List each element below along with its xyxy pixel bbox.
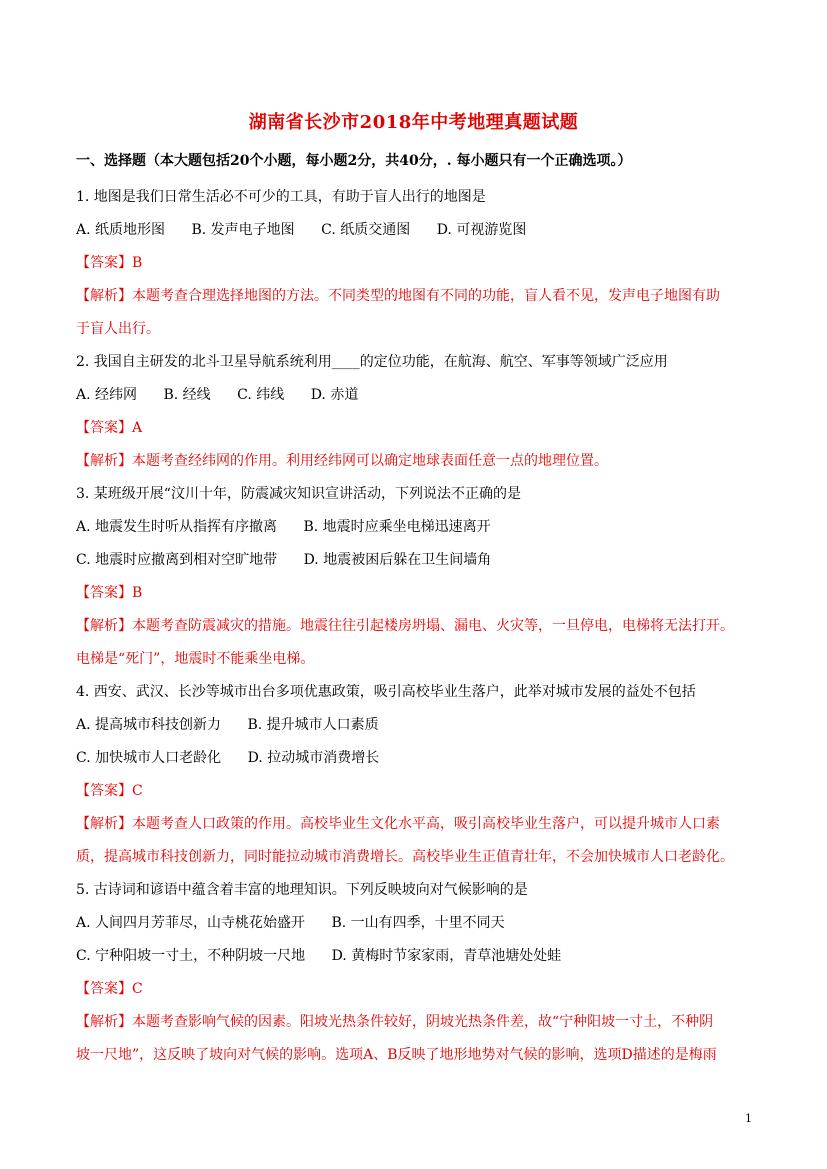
option-a: A. 纸质地形图 xyxy=(76,222,166,238)
question-3-options-row-2 xyxy=(76,549,513,569)
option-c: C. 纸质交通图 xyxy=(321,222,411,238)
question-2-options xyxy=(76,384,380,404)
option-a: A. 地震发生时听从指挥有序撤离 xyxy=(76,519,278,535)
option-b: B. 一山有四季，十里不同天 xyxy=(331,915,505,931)
question-4-analysis-line-2: 质，提高城市科技创新力，同时能拉动城市消费增长。高校毕业生正值青壮年，不会加快城市人口老龄化。 xyxy=(76,849,734,865)
question-4-analysis-line-1: 【解析】本题考查人口政策的作用。高校毕业生文化水平高，吸引高校毕业生落户，可以提升城市人口素 xyxy=(76,816,720,832)
question-3-answer: 【答案】B xyxy=(76,585,143,601)
section-heading: 一、选择题（本大题包括20个小题，每小题2分，共40分，. 每小题只有一个正确选项。） xyxy=(76,153,632,169)
option-c: C. 加快城市人口老龄化 xyxy=(76,750,222,766)
question-1-stem: 1. 地图是我们日常生活必不可少的工具，有助于盲人出行的地图是 xyxy=(76,189,486,205)
question-3-stem: 3. 某班级开展“汶川十年，防震减灾知识宣讲活动，下列说法不正确的是 xyxy=(76,486,521,502)
question-1-answer: 【答案】B xyxy=(76,255,143,271)
option-c: C. 宁种阳坡一寸土，不种阴坡一尺地 xyxy=(76,948,306,964)
option-a: A. 提高城市科技创新力 xyxy=(76,717,222,733)
option-b: B. 地震时应乘坐电梯迅速离开 xyxy=(303,519,491,535)
page-title: 湖南省长沙市2018年中考地理真题试题 xyxy=(248,112,579,133)
option-d: D. 赤道 xyxy=(310,387,359,403)
question-3-analysis-line-1: 【解析】本题考查防震减灾的措施。地震往往引起楼房坍塌、漏电、火灾等，一旦停电，电梯将无法打开。 xyxy=(76,618,734,634)
option-b: B. 发声电子地图 xyxy=(191,222,295,238)
question-1-analysis-line-2: 于盲人出行。 xyxy=(76,321,160,337)
question-4-options-row-1 xyxy=(76,714,401,734)
question-3-options-row-1 xyxy=(76,516,513,536)
option-b: B. 提升城市人口素质 xyxy=(247,717,379,733)
option-c: C. 纬线 xyxy=(237,387,285,403)
question-2-answer: 【答案】A xyxy=(76,420,143,436)
option-b: B. 经线 xyxy=(163,387,211,403)
option-a: A. 人间四月芳菲尽，山寺桃花始盛开 xyxy=(76,915,306,931)
question-5-stem: 5. 古诗词和谚语中蕴含着丰富的地理知识。下列反映坡向对气候影响的是 xyxy=(76,882,528,898)
question-4-answer: 【答案】C xyxy=(76,783,143,799)
question-4-options-row-2 xyxy=(76,747,401,767)
question-4-stem: 4. 西安、武汉、长沙等城市出台多项优惠政策，吸引高校毕业生落户，此举对城市发展的益处不包括 xyxy=(76,684,696,700)
option-a: A. 经纬网 xyxy=(76,387,138,403)
question-5-options-row-1 xyxy=(76,912,527,932)
question-5-answer: 【答案】C xyxy=(76,981,143,997)
page-number: 1 xyxy=(745,1112,752,1125)
question-2-analysis-line-1: 【解析】本题考查经纬网的作用。利用经纬网可以确定地球表面任意一点的地理位置。 xyxy=(76,453,608,469)
question-5-analysis-line-2: 坡一尺地”，这反映了坡向对气候的影响。选项A、B反映了地形地势对气候的影响，选项D描述的是梅雨 xyxy=(76,1047,717,1063)
question-1-options xyxy=(76,219,548,239)
question-5-options-row-2 xyxy=(76,945,583,965)
question-3-analysis-line-2: 电梯是“死门”，地震时不能乘坐电梯。 xyxy=(76,651,315,667)
option-c: C. 地震时应撤离到相对空旷地带 xyxy=(76,552,278,568)
question-5-analysis-line-1: 【解析】本题考查影响气候的因素。阳坡光热条件较好，阴坡光热条件差，故“宁种阳坡一寸土，不种阴 xyxy=(76,1014,714,1030)
option-d: D. 黄梅时节家家雨，青草池塘处处蛙 xyxy=(331,948,562,964)
option-d: D. 拉动城市消费增长 xyxy=(247,750,380,766)
option-d: D. 可视游览图 xyxy=(436,222,527,238)
question-1-analysis-line-1: 【解析】本题考查合理选择地图的方法。不同类型的地图有不同的功能，盲人看不见，发声电子地图有助 xyxy=(76,288,720,304)
option-d: D. 地震被困后躲在卫生间墙角 xyxy=(303,552,492,568)
question-2-stem: 2. 我国自主研发的北斗卫星导航系统利用____的定位功能，在航海、航空、军事等领域广泛应用 xyxy=(76,354,668,370)
